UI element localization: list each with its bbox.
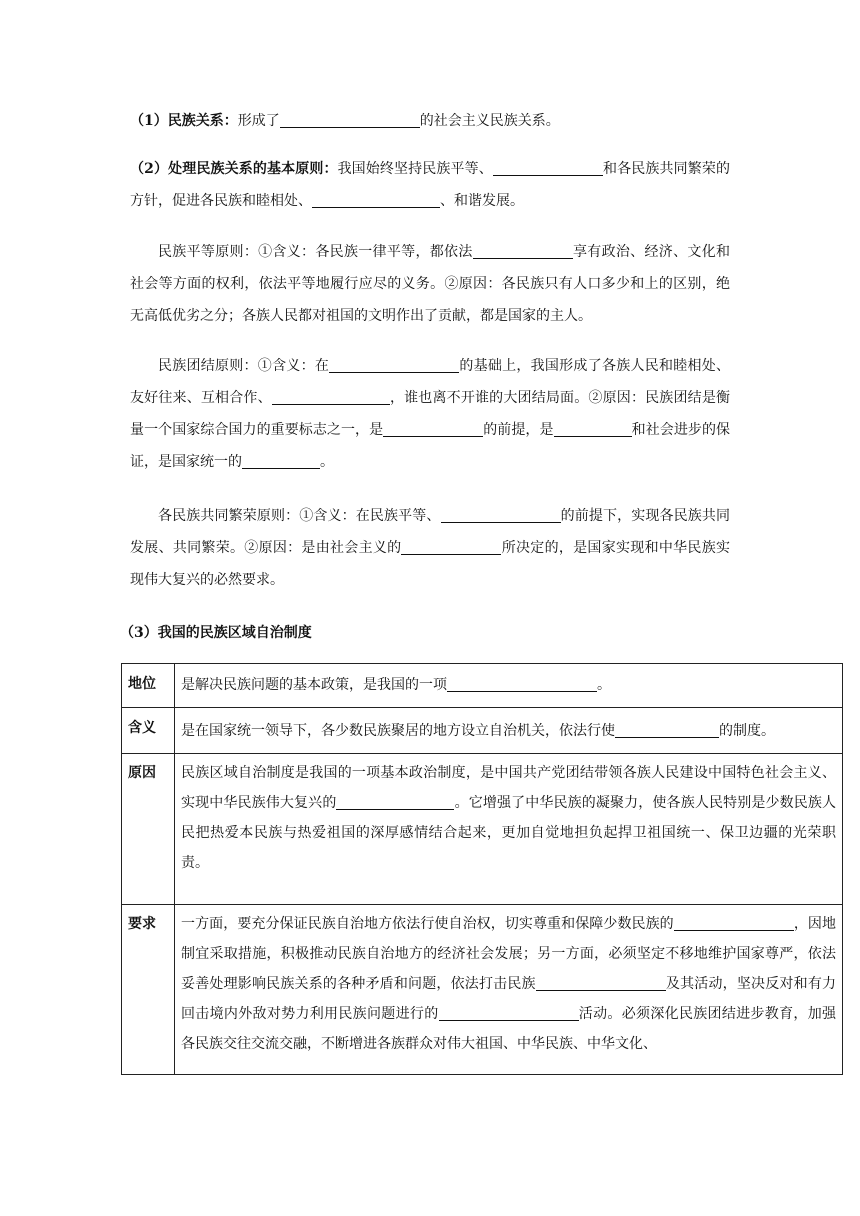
prosperity-principle-paragraph [130,500,730,596]
text: 我国始终坚持民族平等、 [337,161,493,177]
answer-blank[interactable] [401,538,501,555]
text: 及其活动，坚决反对和有力回击境内外敌对势力利用民族问题进行的 [181,976,837,1022]
text: 。它增强了中华民族的凝聚力，使各族人民特别是少数民族人民把热爱本民族与热爱祖国的深厚感情结合起来，更加自觉地担负起捍卫祖国统一、保卫边疆的光荣职责。 [181,795,837,871]
section-2-label: （2）处理民族关系的基本原则： [130,161,338,177]
equality-principle-paragraph [130,236,730,332]
answer-blank[interactable] [312,191,440,208]
text: 。 [597,677,611,693]
text: 的制度。 [719,723,775,739]
text: ，因地制宜采取措施，积极推动民族自治地方的经济社会发展；另一方面，必须坚定不移地维护国家尊严，依法妥善处理影响民族关系的各种矛盾和问题，依法打击民族 [181,916,837,992]
table-row [122,905,843,1075]
text: 的基础上，我国形成了各族人民和睦相处、友好往来、互相合作、 [130,358,731,406]
text: 。 [320,454,334,470]
table-row [122,664,843,708]
answer-blank[interactable] [280,111,420,128]
text: 所决定的，是国家实现和中华民族实现伟大复兴的必然要求。 [130,540,731,588]
text: 和社会进步的保证，是国家统一的 [130,422,731,470]
section-1-ethnic-relations [130,105,730,137]
unity-principle-paragraph [130,350,730,478]
answer-blank[interactable] [447,675,597,692]
answer-blank[interactable] [615,721,719,738]
text: 一方面，要充分保证民族自治地方依法行使自治权，切实尊重和保障少数民族的 [181,916,674,932]
row-key-requirements: 要求 [122,905,175,1075]
text: ，谁也离不开谁的大团结局面。②原因：民族团结是衡量一个国家综合国力的重要标志之一，是 [130,390,730,438]
row-value-requirements [175,905,843,1075]
answer-blank[interactable] [554,420,632,437]
text: 各民族共同繁荣原则：①含义：在民族平等、 [158,508,441,524]
text: 享有政治、经济、文化和社会等方面的权利，依法平等地履行应尽的义务。②原因：各民族只有人口多少和上的区别，绝无高低优劣之分；各族人民都对祖国的文明作出了贡献，都是国家的主人。 [130,244,731,324]
text: 活动。必须深化民族团结进步教育，加强各民族交往交流交融，不断增进各族群众对伟大祖国、中华民族、中华文化、 [181,1006,836,1052]
answer-blank[interactable] [242,452,320,469]
text: 的前提下，实现各民族共同发展、共同繁荣。②原因：是由社会主义的 [130,508,730,556]
text: 是解决民族问题的基本政策，是我国的一项 [181,677,447,693]
answer-blank[interactable] [439,1004,579,1021]
text: 形成了 [237,113,280,129]
row-key-reason: 原因 [122,754,175,905]
text: 民族区域自治制度是我国的一项基本政治制度，是中国共产党团结带领各族人民建设中国特色社会主义、实现中华民族伟大复兴的 [181,765,836,811]
section-2-basic-principles [130,153,730,217]
row-key-meaning: 含义 [122,708,175,754]
text: 民族团结原则：①含义：在 [158,358,330,374]
row-value-meaning [175,708,843,754]
answer-blank[interactable] [383,420,483,437]
regional-autonomy-table [121,663,843,1075]
answer-blank[interactable] [441,506,561,523]
table-row [122,708,843,754]
answer-blank[interactable] [674,914,794,931]
row-key-status: 地位 [122,664,175,708]
section-3-heading: （3）我国的民族区域自治制度 [120,625,312,641]
text: 、和谐发展。 [440,193,524,209]
text: 和各民族共同繁荣的方针，促进各民族和睦相处、 [130,161,730,209]
section-1-label: （1）民族关系： [130,113,238,129]
answer-blank[interactable] [336,793,454,810]
answer-blank[interactable] [493,159,603,176]
text: 的社会主义民族关系。 [419,113,560,129]
answer-blank[interactable] [329,356,459,373]
table-row [122,754,843,905]
row-value-reason [175,754,843,905]
answer-blank[interactable] [536,974,666,991]
answer-blank[interactable] [272,388,390,405]
row-value-status [175,664,843,708]
answer-blank[interactable] [473,242,573,259]
text: 民族平等原则：①含义：各民族一律平等，都依法 [158,244,473,260]
text: 的前提，是 [483,422,554,438]
text: 是在国家统一领导下，各少数民族聚居的地方设立自治机关，依法行使 [181,723,615,739]
